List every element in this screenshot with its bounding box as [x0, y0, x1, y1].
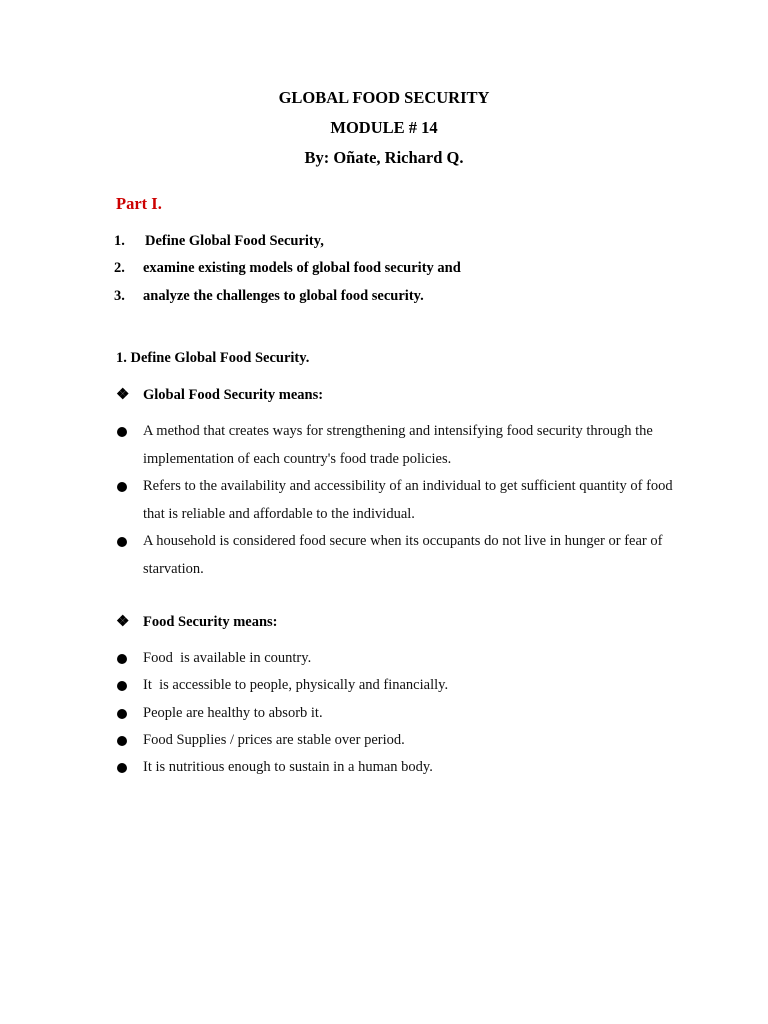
bullet-icon	[117, 709, 127, 719]
list-item-text: Food is available in country.	[143, 650, 312, 666]
list-item-text: It is accessible to people, physically and financially.	[143, 677, 449, 694]
bullet-icon	[117, 763, 127, 773]
objective-number: 3.	[114, 288, 125, 304]
list-item-text: People are healthy to absorb it.	[143, 704, 323, 721]
objective-item	[114, 259, 461, 277]
objective-item	[114, 232, 324, 250]
bullet-icon	[117, 482, 127, 492]
list-item	[116, 700, 696, 727]
objective-text: analyze the challenges to global food security.	[143, 288, 424, 304]
section-heading: 1. Define Global Food Security.	[116, 350, 310, 366]
global-heading-text: Global Food Security means:	[143, 387, 324, 403]
list-item	[116, 528, 696, 583]
list-item	[116, 727, 696, 754]
objective-item	[114, 287, 424, 305]
bullet-icon	[117, 736, 127, 746]
list-item	[116, 672, 696, 699]
global-definition-list	[116, 418, 696, 583]
food-security-heading	[116, 613, 278, 631]
part-heading: Part I.	[116, 194, 162, 213]
four-diamond-icon: ❖	[116, 387, 130, 403]
list-item-text: A method that creates ways for strengthening and intensifying food security through the implementation of each country's food trade policies.	[143, 423, 653, 467]
module-number: MODULE # 14	[330, 118, 438, 137]
four-diamond-icon: ❖	[116, 614, 130, 630]
bullet-icon	[117, 537, 127, 547]
objective-number: 2.	[114, 260, 125, 276]
bullet-icon	[117, 427, 127, 437]
author-line: By: Oñate, Richard Q.	[304, 148, 464, 167]
objective-text: Define Global Food Security,	[145, 233, 324, 249]
list-item-text: Refers to the availability and accessibility of an individual to get sufficient quantity of food that is reliable and affordable to the individual.	[143, 478, 673, 522]
list-item	[116, 754, 696, 781]
objective-text: examine existing models of global food security and	[143, 260, 461, 276]
list-item-text: It is nutritious enough to sustain in a human body.	[143, 759, 433, 776]
list-item	[116, 645, 696, 672]
global-food-security-heading	[116, 386, 323, 404]
food-security-list	[116, 645, 696, 781]
food-heading-text: Food Security means:	[143, 614, 278, 630]
objective-number: 1.	[114, 233, 125, 249]
list-item-text: A household is considered food secure when its occupants do not live in hunger or fear of starvation.	[143, 533, 663, 577]
list-item	[116, 473, 696, 528]
list-item	[116, 418, 696, 473]
bullet-icon	[117, 681, 127, 691]
document-title: GLOBAL FOOD SECURITY	[278, 88, 490, 107]
bullet-icon	[117, 654, 127, 664]
list-item-text: Food Supplies / prices are stable over period.	[143, 731, 405, 748]
